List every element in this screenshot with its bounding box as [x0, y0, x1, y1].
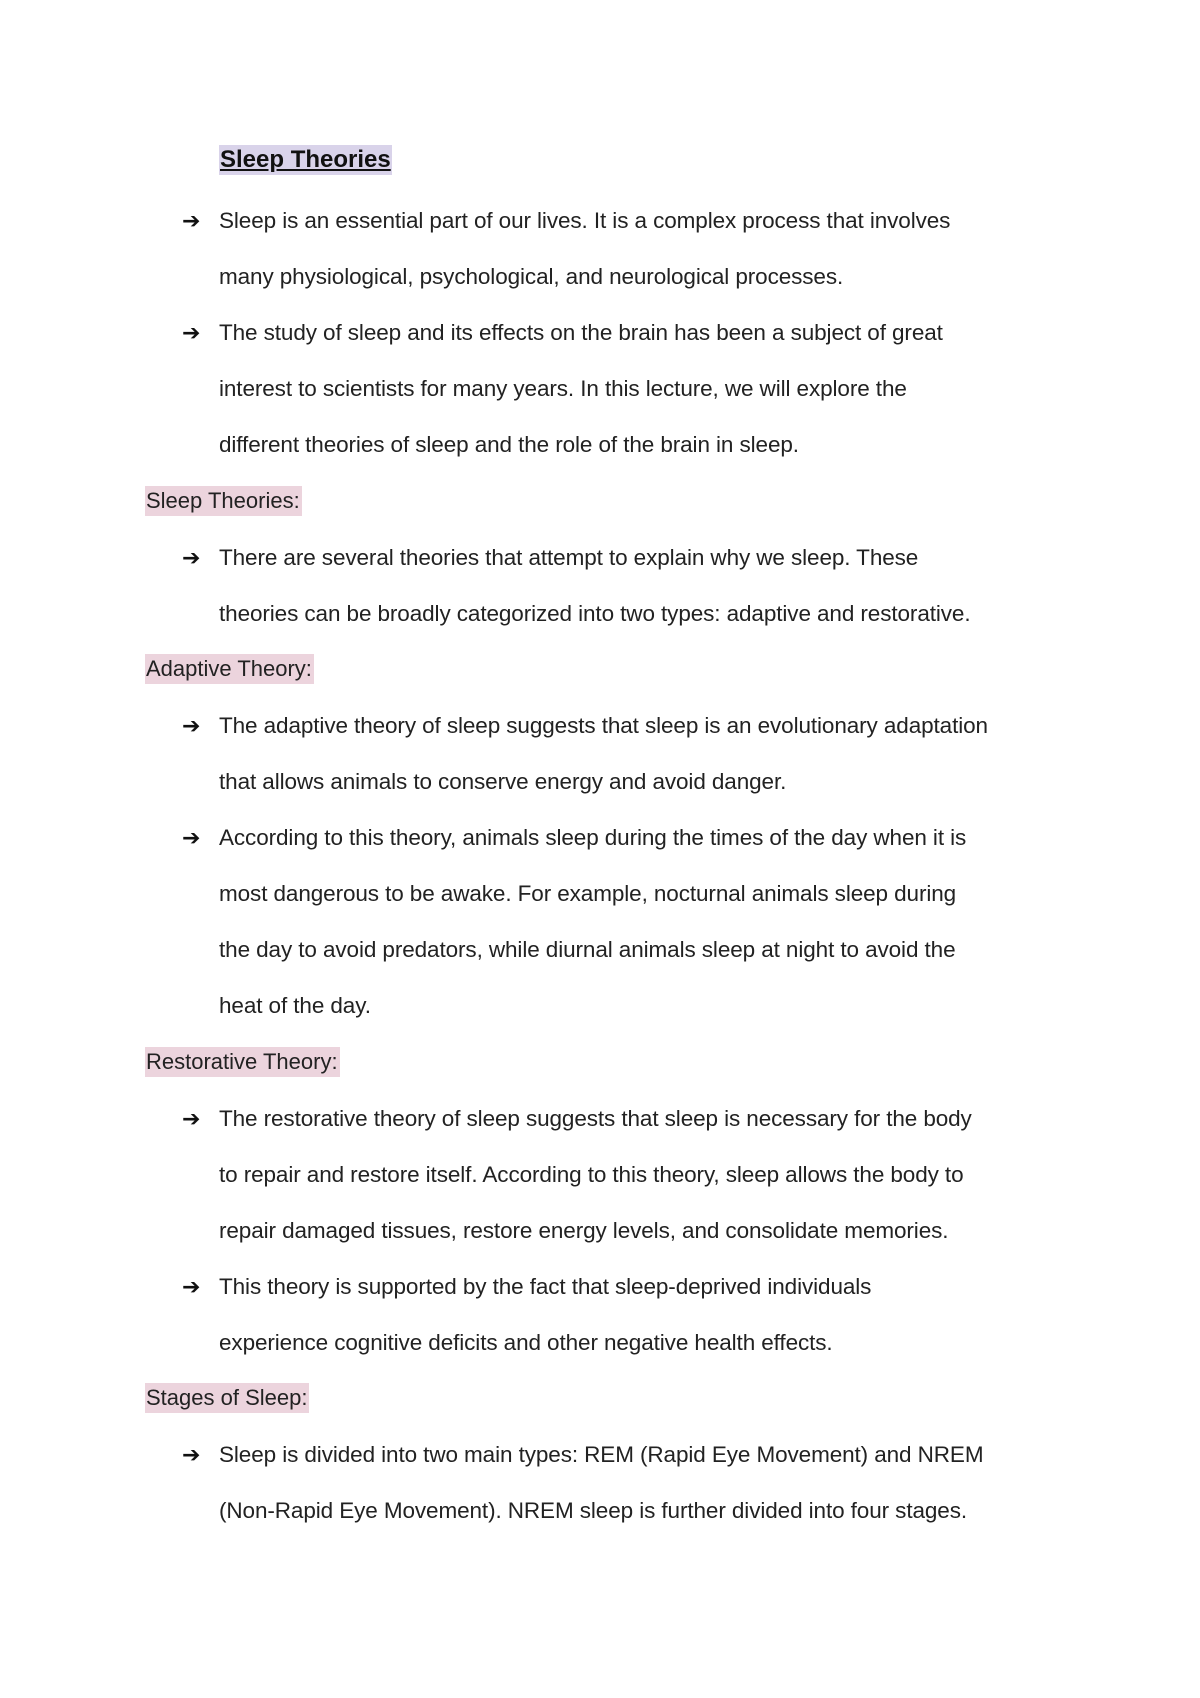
bullet-arrow-icon: ➔ — [182, 545, 201, 570]
bullet-arrow-icon: ➔ — [182, 1106, 201, 1131]
paragraph-line: Sleep is divided into two main types: REM (Rapid Eye Movement) and NREM — [219, 1442, 984, 1467]
paragraph-line: heat of the day. — [219, 993, 371, 1018]
paragraph-line: to repair and restore itself. According to this theory, sleep allows the body to — [219, 1162, 964, 1187]
bullet-arrow-icon: ➔ — [182, 1442, 201, 1467]
paragraph-line: The restorative theory of sleep suggests that sleep is necessary for the body — [219, 1106, 972, 1131]
paragraph-line: that allows animals to conserve energy and avoid danger. — [219, 769, 787, 794]
paragraph-line: different theories of sleep and the role of the brain in sleep. — [219, 432, 799, 457]
paragraph-line: many physiological, psychological, and neurological processes. — [219, 264, 844, 289]
document-title: Sleep Theories — [220, 146, 391, 173]
paragraph-line: The adaptive theory of sleep suggests that sleep is an evolutionary adaptation — [219, 713, 988, 738]
paragraph-line: most dangerous to be awake. For example, nocturnal animals sleep during — [219, 881, 957, 906]
paragraph-line: repair damaged tissues, restore energy levels, and consolidate memories. — [219, 1218, 949, 1243]
paragraph-line: theories can be broadly categorized into two types: adaptive and restorative. — [219, 601, 971, 626]
paragraph-line: According to this theory, animals sleep during the times of the day when it is — [219, 825, 967, 850]
paragraph-line: the day to avoid predators, while diurnal animals sleep at night to avoid the — [219, 937, 956, 962]
bullet-arrow-icon: ➔ — [182, 713, 201, 738]
bullet-arrow-icon: ➔ — [182, 208, 201, 233]
paragraph-line: interest to scientists for many years. In this lecture, we will explore the — [219, 376, 907, 401]
section-heading-restorative-theory: Restorative Theory: — [145, 1047, 340, 1077]
paragraph-line: Sleep is an essential part of our lives. It is a complex process that involves — [219, 208, 951, 233]
paragraph-line: (Non-Rapid Eye Movement). NREM sleep is further divided into four stages. — [219, 1498, 968, 1523]
paragraph-line: experience cognitive deficits and other negative health effects. — [219, 1330, 833, 1355]
bullet-arrow-icon: ➔ — [182, 1274, 201, 1299]
section-heading-adaptive-theory: Adaptive Theory: — [145, 654, 314, 684]
section-heading-sleep-theories: Sleep Theories: — [145, 486, 302, 516]
paragraph-line: The study of sleep and its effects on the brain has been a subject of great — [219, 320, 943, 345]
bullet-arrow-icon: ➔ — [182, 825, 201, 850]
section-heading-stages-of-sleep: Stages of Sleep: — [145, 1383, 309, 1413]
bullet-arrow-icon: ➔ — [182, 320, 201, 345]
paragraph-line: There are several theories that attempt to explain why we sleep. These — [219, 545, 919, 570]
paragraph-line: This theory is supported by the fact that sleep-deprived individuals — [219, 1274, 872, 1299]
